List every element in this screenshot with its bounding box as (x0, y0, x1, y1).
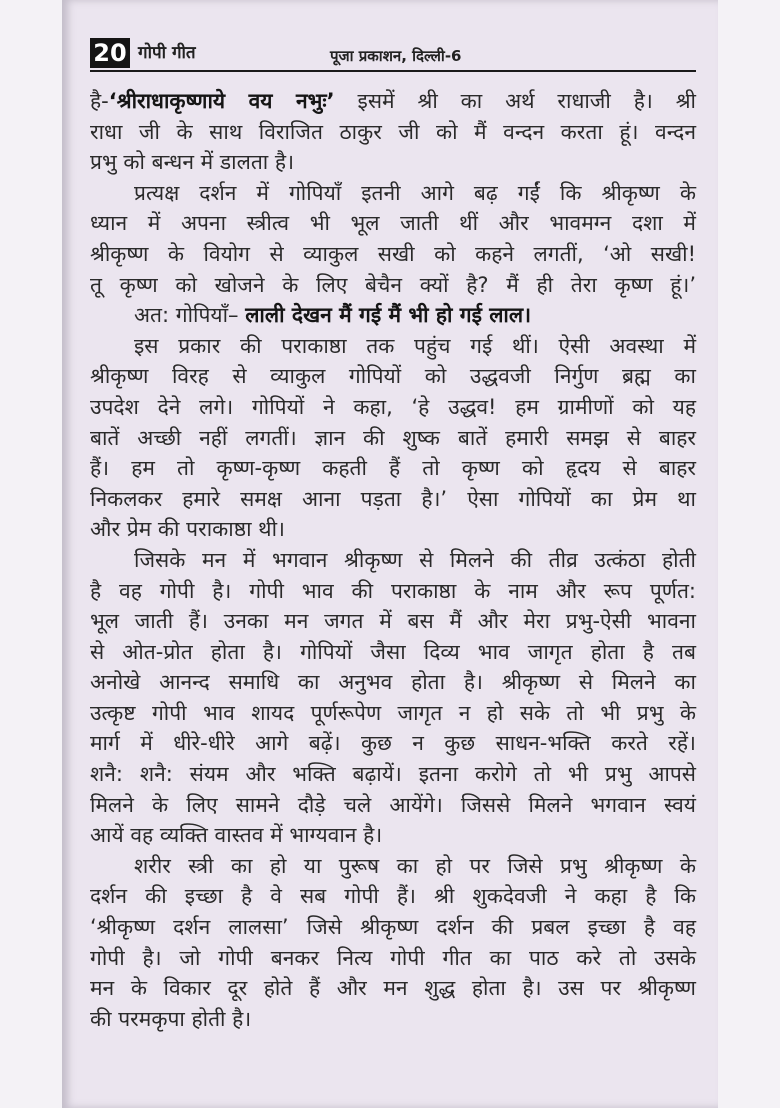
text-line (90, 820, 696, 851)
text-segment: आयें वह व्यक्ति वास्तव में भाग्यवान है। (90, 823, 383, 848)
text-line (90, 759, 696, 790)
text-line (90, 239, 696, 270)
text-segment: और प्रेम की पराकाष्ठा थी। (90, 517, 285, 542)
text-segment: निकलकर हमारे समक्ष आना पड़ता है।’ ऐसा गोपियों का प्रेम था (90, 486, 696, 511)
text-line (90, 147, 696, 178)
text-line (90, 637, 696, 668)
text-line (90, 270, 696, 301)
text-line (90, 208, 696, 239)
text-line (90, 881, 696, 912)
text-segment: ध्यान में अपना स्त्रीत्व भी भूल जाती थीं और भावमग्न दशा में (90, 211, 696, 236)
text-line (90, 545, 696, 576)
text-line (90, 86, 696, 117)
text-segment: है वह गोपी है। गोपी भाव की पराकाष्ठा के नाम और रूप पूर्णत: (90, 578, 696, 603)
text-line (90, 514, 696, 545)
text-segment: इसमें श्री का अर्थ राधाजी है। श्री (334, 89, 696, 113)
text-segment: जिसके मन में भगवान श्रीकृष्ण से मिलने की तीव्र उत्कंठा होती (134, 547, 696, 572)
text-segment: तू कृष्ण को खोजने के लिए बेचैन क्यों है? मैं ही तेरा कृष्ण हूं।’ (90, 272, 696, 297)
text-segment: बातें अच्छी नहीं लगतीं। ज्ञान की शुष्क बातें हमारी समझ से बाहर (90, 425, 696, 450)
text-line (90, 331, 696, 362)
page-body-text (90, 86, 696, 1034)
bold-text: ‘श्रीराधाकृष्णाये वय नभुः’ (108, 89, 335, 113)
text-line (90, 667, 696, 698)
text-segment: मार्ग में धीरे-धीरे आगे बढ़ें। कुछ न कुछ साधन-भक्ति करते रहें। (90, 731, 696, 756)
text-line (90, 943, 696, 974)
text-line (90, 392, 696, 423)
text-segment: मिलने के लिए सामने दौड़े चले आयेंगे। जिससे मिलने भगवान स्वयं (90, 792, 696, 817)
text-segment: की परमकृपा होती है। (90, 1006, 252, 1031)
text-segment: गोपी है। जो गोपी बनकर नित्य गोपी गीत का पाठ करे तो उसके (90, 945, 696, 970)
publisher: पूजा प्रकाशन, दिल्ली-6 (330, 47, 462, 65)
text-line (90, 973, 696, 1004)
text-line (90, 453, 696, 484)
text-line (90, 576, 696, 607)
bold-text: लाली देखन मैं गई मैं भी हो गई लाल। (245, 303, 532, 328)
text-segment: इस प्रकार की पराकाष्ठा तक पहुंच गई थीं। ऐसी अवस्था में (134, 333, 696, 358)
text-line (90, 728, 696, 759)
text-segment: श्रीकृष्ण के वियोग से व्याकुल सखी को कहने लगतीं, ‘ओ सखी! (90, 241, 696, 266)
book-title: गोपी गीत (138, 43, 196, 63)
page-header (90, 36, 696, 72)
text-segment: उपदेश देने लगे। गोपियों ने कहा, ‘हे उद्धव! हम ग्रामीणों को यह (90, 394, 696, 419)
text-segment: प्रभु को बन्धन में डालता है। (90, 150, 295, 175)
text-segment: हैं। हम तो कृष्ण-कृष्ण कहती हैं तो कृष्ण को हृदय से बाहर (90, 456, 696, 481)
page-number: 20 (90, 38, 130, 68)
text-segment: भूल जाती हैं। उनका मन जगत में बस मैं और मेरा प्रभु-ऐसी भावना (90, 609, 696, 634)
text-line (90, 117, 696, 148)
text-line (90, 178, 696, 209)
text-segment: उत्कृष्ट गोपी भाव शायद पूर्णरूपेण जागृत न हो सके तो भी प्रभु के (90, 700, 696, 725)
text-line (90, 423, 696, 454)
text-line (90, 484, 696, 515)
text-segment: श्रीकृष्ण विरह से व्याकुल गोपियों को उद्धवजी निर्गुण ब्रह्म का (90, 364, 696, 389)
text-line (90, 790, 696, 821)
text-line (90, 1004, 696, 1035)
text-segment: अनोखे आनन्द समाधि का अनुभव होता है। श्रीकृष्ण से मिलने का (90, 670, 696, 695)
text-segment: शरीर स्त्री का हो या पुरूष का हो पर जिसे प्रभु श्रीकृष्ण के (134, 853, 696, 878)
text-segment: दर्शन की इच्छा है वे सब गोपी हैं। श्री शुकदेवजी ने कहा है कि (90, 884, 696, 909)
text-line (90, 361, 696, 392)
text-line (90, 606, 696, 637)
text-segment: प्रत्यक्ष दर्शन में गोपियाँ इतनी आगे बढ़ गईं कि श्रीकृष्ण के (134, 180, 696, 205)
text-line (90, 912, 696, 943)
text-segment: शनै: शनै: संयम और भक्ति बढ़ायें। इतना करोगे तो भी प्रभु आपसे (90, 762, 696, 787)
text-segment: अत: गोपियाँ– (134, 303, 246, 328)
text-segment: मन के विकार दूर होते हैं और मन शुद्ध होता है। उस पर श्रीकृष्ण (90, 976, 696, 1001)
text-segment: है- (90, 89, 109, 113)
book-page (62, 0, 718, 1108)
text-line (90, 851, 696, 882)
text-line (90, 300, 696, 331)
text-segment: ‘श्रीकृष्ण दर्शन लालसा’ जिसे श्रीकृष्ण दर्शन की प्रबल इच्छा है वह (90, 915, 696, 940)
text-line (90, 698, 696, 729)
text-segment: राधा जी के साथ विराजित ठाकुर जी को मैं वन्दन करता हूं। वन्दन (90, 119, 696, 144)
text-segment: से ओत-प्रोत होता है। गोपियों जैसा दिव्य भाव जागृत होता है तब (90, 639, 696, 664)
